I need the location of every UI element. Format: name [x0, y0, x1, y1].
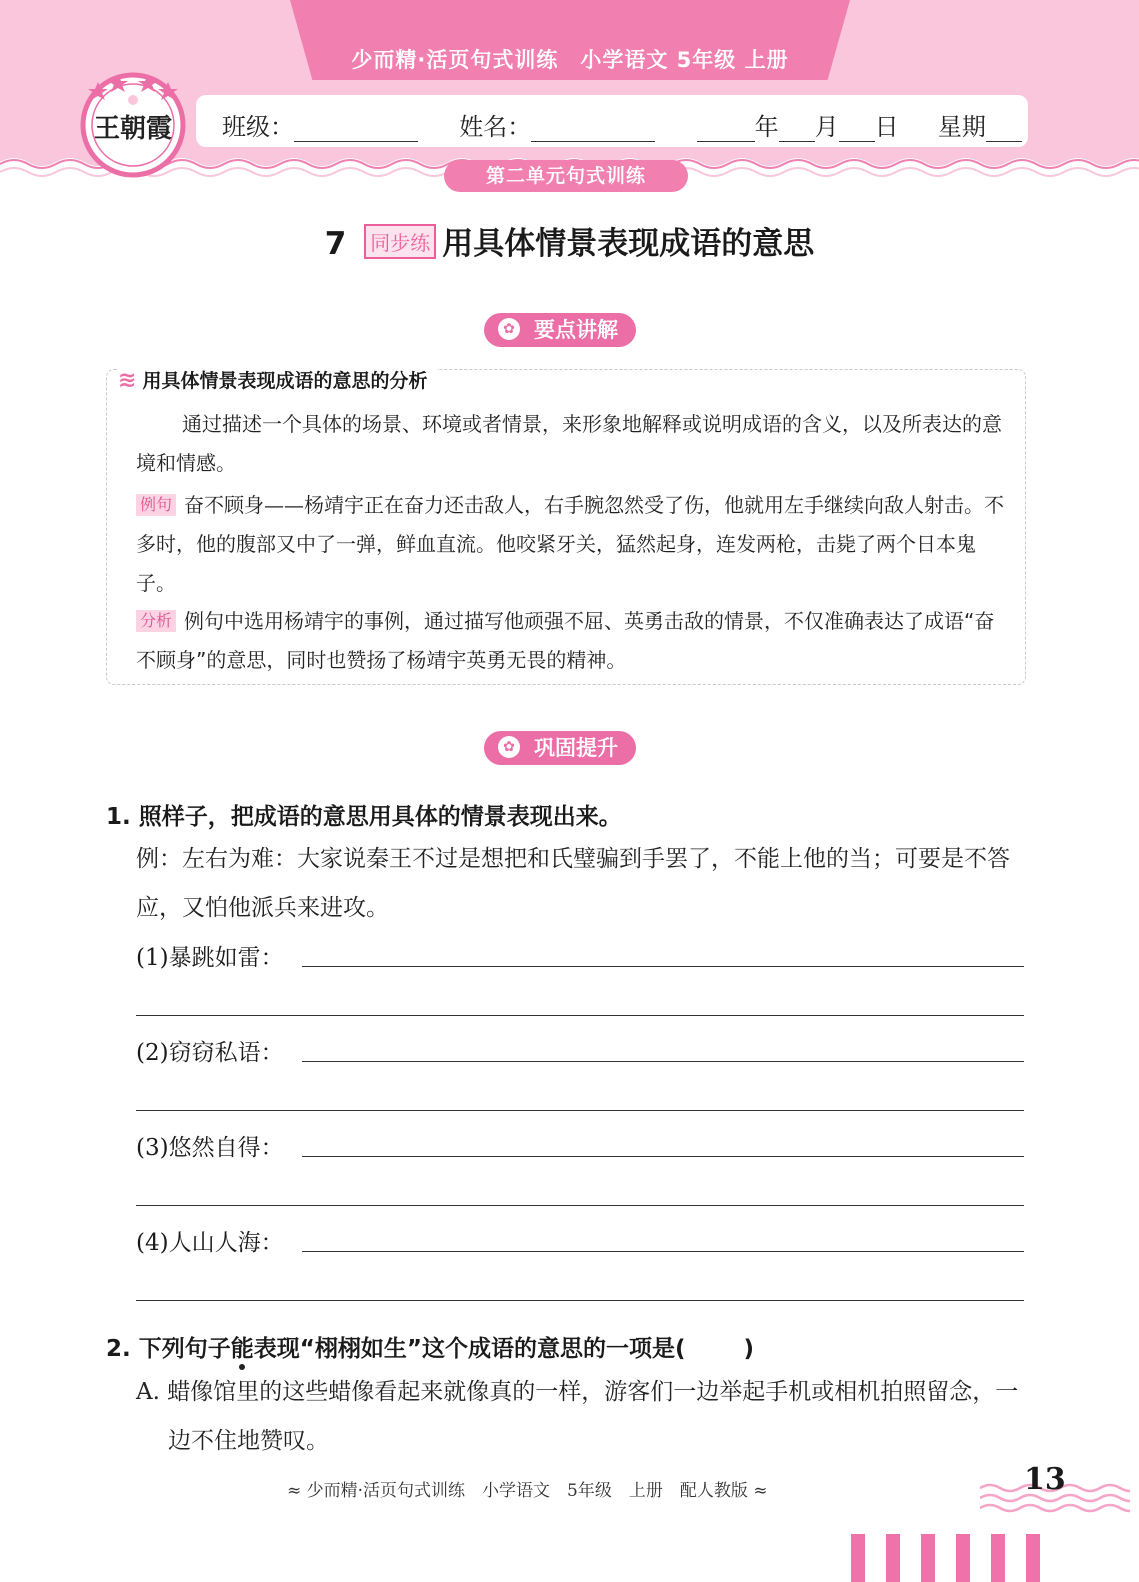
- footer-text: ≈ 少而精·活页句式训练 小学语文 5年级 上册 配人教版 ≈: [287, 1481, 768, 1501]
- q1-item-1-answer-line-2[interactable]: [136, 1015, 1024, 1016]
- q1-item-3-answer-line-2[interactable]: [136, 1205, 1024, 1206]
- student-info-row: [222, 107, 1022, 142]
- section-key-points-pill: [484, 313, 636, 347]
- year-field[interactable]: [697, 115, 755, 142]
- class-field[interactable]: [294, 115, 418, 142]
- analysis-heading-text: 用具体情景表现成语的意思的分析: [142, 370, 428, 392]
- analysis-text: 例句中选用杨靖宇的事例，通过描写他顽强不屈、英勇击敌的情景，不仅准确表达了成语“奋不顾身”的意思，同时也赞扬了杨靖宇英勇无畏的精神。: [136, 609, 995, 672]
- question-1-title: 1. 照样子，把成语的意思用具体的情景表现出来。: [106, 804, 622, 830]
- analysis-paragraph: [136, 602, 1006, 680]
- logo-text: 王朝霞: [93, 114, 172, 144]
- intro-paragraph: 通过描述一个具体的场景、环境或者情景，来形象地解释或说明成语的含义，以及所表达的意境和情感。: [136, 412, 1002, 475]
- section-practice-pill: [484, 731, 636, 765]
- lesson-title-text: 用具体情景表现成语的意思: [442, 226, 815, 262]
- q2-title-end: ): [743, 1336, 755, 1362]
- footer-stripe: [1026, 1534, 1040, 1582]
- question-2-title: [106, 1330, 754, 1363]
- year-label: 年: [754, 113, 779, 141]
- q1-item-1-answer-line-1[interactable]: [302, 966, 1024, 967]
- class-label: 班级：: [222, 113, 294, 141]
- q2-title-prefix: 2. 下列句子: [106, 1336, 231, 1362]
- q2-title-emphasis: 能: [230, 1336, 254, 1362]
- series-title: 少而精·活页句式训练 小学语文 5年级 上册: [351, 48, 789, 72]
- q2-title-suffix: 表现“栩栩如生”这个成语的意思的一项是(: [253, 1336, 686, 1362]
- day-label: 日: [874, 113, 899, 141]
- weekday-field[interactable]: [986, 115, 1022, 142]
- footer-stripe: [956, 1534, 970, 1582]
- medal-icon: ✿: [498, 736, 520, 758]
- lesson-number: 7: [324, 226, 347, 262]
- q1-item-1-label: (1)暴跳如雷：: [136, 945, 284, 971]
- q1-item-4-answer-line-2[interactable]: [136, 1300, 1024, 1301]
- q1-item-4-answer-line-1[interactable]: [302, 1251, 1024, 1252]
- question-1-example: 例：左右为难：大家说秦王不过是想把和氏璧骗到手罢了，不能上他的当；可要是不答应，又怕他派兵来进攻。: [136, 846, 1010, 921]
- footer-stripe: [921, 1534, 935, 1582]
- weekday-label: 星期: [937, 113, 986, 141]
- footer-stripe: [991, 1534, 1005, 1582]
- example-text: 奋不顾身——杨靖宇正在奋力还击敌人，右手腕忽然受了伤，他就用左手继续向敌人射击。不多时，他的腹部又中了一弹，鲜血直流。他咬紧牙关，猛然起身，连发两枪，击毙了两个日本鬼子。: [136, 493, 1005, 595]
- wave-icon: ≋: [118, 368, 137, 393]
- month-label: 月: [814, 113, 839, 141]
- q1-item-2-label: (2)窃窃私语：: [136, 1040, 284, 1066]
- q2-option-a[interactable]: A. 蜡像馆里的这些蜡像看起来就像真的一样，游客们一边举起手机或相机拍照留念，一边不住地赞叹。: [136, 1379, 1019, 1454]
- day-field[interactable]: [839, 115, 875, 142]
- q1-item-3-label: (3)悠然自得：: [136, 1135, 284, 1161]
- unit-title-pill: 第二单元句式训练: [444, 160, 688, 192]
- q1-item-2-answer-line-1[interactable]: [302, 1061, 1024, 1062]
- example-tag: 例句: [136, 494, 176, 516]
- section-key-points-label: 要点讲解: [534, 318, 618, 342]
- analysis-heading: [118, 366, 437, 393]
- example-paragraph: [136, 486, 1006, 603]
- lesson-title: [0, 218, 1139, 263]
- footer-stripe: [886, 1534, 900, 1582]
- medal-icon: ✿: [498, 318, 520, 340]
- lesson-tag: 同步练: [364, 224, 436, 259]
- name-label: 姓名：: [459, 113, 532, 141]
- footer-stripe: [851, 1534, 865, 1582]
- month-field[interactable]: [779, 115, 815, 142]
- page-number: 13: [1024, 1462, 1066, 1497]
- analysis-tag: 分析: [136, 610, 176, 632]
- section-practice-label: 巩固提升: [534, 736, 618, 760]
- q1-item-4-label: (4)人山人海：: [136, 1230, 284, 1256]
- q1-item-2-answer-line-2[interactable]: [136, 1110, 1024, 1111]
- name-field[interactable]: [531, 115, 655, 142]
- q1-item-3-answer-line-1[interactable]: [302, 1156, 1024, 1157]
